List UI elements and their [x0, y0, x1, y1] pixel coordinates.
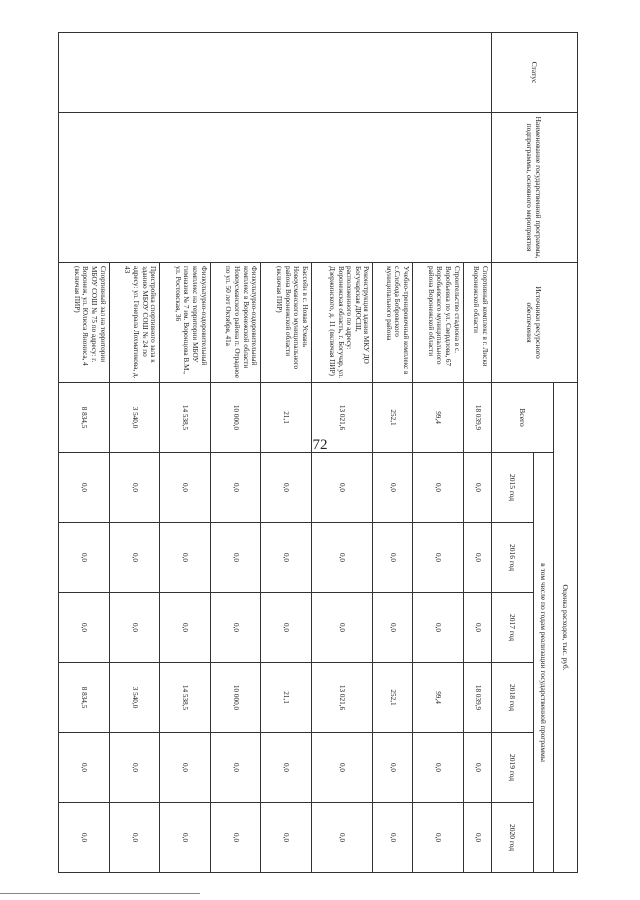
header-total: Всего — [492, 383, 554, 453]
year-value-cell: 0,0 — [59, 803, 110, 873]
year-value-cell: 0,0 — [261, 453, 312, 523]
name-cell — [59, 113, 492, 263]
year-value-cell: 0,0 — [210, 593, 261, 663]
expenses-table — [58, 32, 578, 873]
header-year-2017: 2017 год — [492, 593, 534, 663]
year-value-cell: 0,0 — [160, 593, 211, 663]
year-value-cell: 0,0 — [210, 523, 261, 593]
year-value-cell: 0,0 — [210, 733, 261, 803]
source-cell: Реконструкция здания МКУ ДО Богучарская ДЮСШ, расположенного по адресу: Воронежская область, г. Богучар, ул. Дзержинского, д. 11 (включая ПИР) — [311, 263, 373, 383]
year-value-cell: 0,0 — [261, 523, 312, 593]
status-cell — [59, 33, 492, 113]
year-value-cell: 0,0 — [463, 803, 491, 873]
year-value-cell: 21,1 — [261, 663, 312, 733]
header-year-2020: 2020 год — [492, 803, 534, 873]
total-cell: 8 834,5 — [59, 383, 110, 453]
header-source: Источники ресурсного обеспечения — [492, 263, 578, 383]
year-value-cell: 0,0 — [311, 523, 373, 593]
year-value-cell: 0,0 — [59, 733, 110, 803]
rotated-table-container — [58, 32, 578, 872]
source-cell: Спортивный зал на территории МБОУ СОШ № 75 по адресу: г. Воронеж, ул. Юлюса Янониса, 4 (включая ПИР) — [59, 263, 110, 383]
year-value-cell: 0,0 — [109, 803, 160, 873]
year-value-cell: 0,0 — [463, 593, 491, 663]
year-value-cell: 0,0 — [463, 453, 491, 523]
year-value-cell: 13 021,6 — [311, 663, 373, 733]
header-by-years: в том числе по годам реализации государственной программы — [534, 453, 554, 873]
year-value-cell: 0,0 — [109, 523, 160, 593]
total-cell: 21,1 — [261, 383, 312, 453]
year-value-cell: 0,0 — [59, 453, 110, 523]
year-value-cell: 0,0 — [210, 803, 261, 873]
year-value-cell: 0,0 — [109, 453, 160, 523]
year-value-cell: 0,0 — [59, 523, 110, 593]
year-value-cell: 0,0 — [412, 523, 463, 593]
year-value-cell: 10 000,0 — [210, 663, 261, 733]
source-cell: Физкультурно-оздоровительный комплекс на территории МБОУ гимназия № 7 им. Воронцова В.М., ул. Ростовская, 36 — [160, 263, 211, 383]
total-cell: 99,4 — [412, 383, 463, 453]
year-value-cell: 0,0 — [412, 803, 463, 873]
year-value-cell: 0,0 — [373, 523, 413, 593]
year-value-cell: 3 540,0 — [109, 663, 160, 733]
year-value-cell: 0,0 — [463, 523, 491, 593]
year-value-cell: 0,0 — [373, 593, 413, 663]
year-value-cell: 0,0 — [373, 803, 413, 873]
header-year-2015: 2015 год — [492, 453, 534, 523]
year-value-cell: 0,0 — [412, 733, 463, 803]
year-value-cell: 0,0 — [373, 733, 413, 803]
header-name: Наименование государственной программы, подпрограммы, основного мероприятия — [492, 113, 578, 263]
source-cell: Спортивный комплекс в г. Лиски Воронежской области — [463, 263, 491, 383]
year-value-cell: 0,0 — [160, 803, 211, 873]
year-value-cell: 0,0 — [412, 593, 463, 663]
year-value-cell: 0,0 — [109, 733, 160, 803]
year-value-cell: 0,0 — [373, 453, 413, 523]
header-status: Статус — [492, 33, 578, 113]
source-cell: Физкультурно-оздоровительный комплекс в Воронежской области Новоусманского района п. Отрадное по ул. 50 лет Октября, 41а — [210, 263, 261, 383]
year-value-cell: 0,0 — [261, 593, 312, 663]
total-cell: 252,1 — [373, 383, 413, 453]
total-cell: 3 540,0 — [109, 383, 160, 453]
year-value-cell: 0,0 — [261, 803, 312, 873]
year-value-cell: 99,4 — [412, 663, 463, 733]
year-value-cell: 0,0 — [412, 453, 463, 523]
year-value-cell: 0,0 — [463, 733, 491, 803]
year-value-cell: 0,0 — [311, 803, 373, 873]
header-year-2018: 2018 год — [492, 663, 534, 733]
year-value-cell: 18 039,9 — [463, 663, 491, 733]
year-value-cell: 0,0 — [311, 593, 373, 663]
total-cell: 14 538,5 — [160, 383, 211, 453]
source-cell: Бассейн в с. Новая Усмань Новоусманского муниципального района Воронежской области (включая ПИР) — [261, 263, 312, 383]
source-cell: Пристройка спортивного зала к зданию МБОУ СОШ № 24 по адресу: ул. Генерала Лохматикова, д. 43 — [109, 263, 160, 383]
year-value-cell: 0,0 — [160, 453, 211, 523]
page-bottom-rule — [0, 893, 200, 894]
year-value-cell: 0,0 — [210, 453, 261, 523]
source-cell: Строительство стадиона в с. Воробьевка по ул. Свердлова, 67 Воробьевского муниципального района Воронежской области — [412, 263, 463, 383]
page-number: 72 — [312, 437, 328, 453]
year-value-cell: 0,0 — [311, 733, 373, 803]
year-value-cell: 0,0 — [109, 593, 160, 663]
header-estimate: Оценка расходов, тыс. руб. — [554, 383, 578, 873]
total-cell: 10 000,0 — [210, 383, 261, 453]
source-cell: Учебно-тренировочный комплекс в с.Слобода Бобровского муниципального района — [373, 263, 413, 383]
table-row — [463, 33, 491, 873]
year-value-cell: 0,0 — [160, 523, 211, 593]
total-cell: 18 039,9 — [463, 383, 491, 453]
header-year-2019: 2019 год — [492, 733, 534, 803]
year-value-cell: 8 834,5 — [59, 663, 110, 733]
total-cell: 13 021,6 — [311, 383, 373, 453]
header-year-2016: 2016 год — [492, 523, 534, 593]
year-value-cell: 0,0 — [261, 733, 312, 803]
year-value-cell: 0,0 — [160, 733, 211, 803]
year-value-cell: 0,0 — [311, 453, 373, 523]
year-value-cell: 252,1 — [373, 663, 413, 733]
year-value-cell: 14 538,5 — [160, 663, 211, 733]
year-value-cell: 0,0 — [59, 593, 110, 663]
